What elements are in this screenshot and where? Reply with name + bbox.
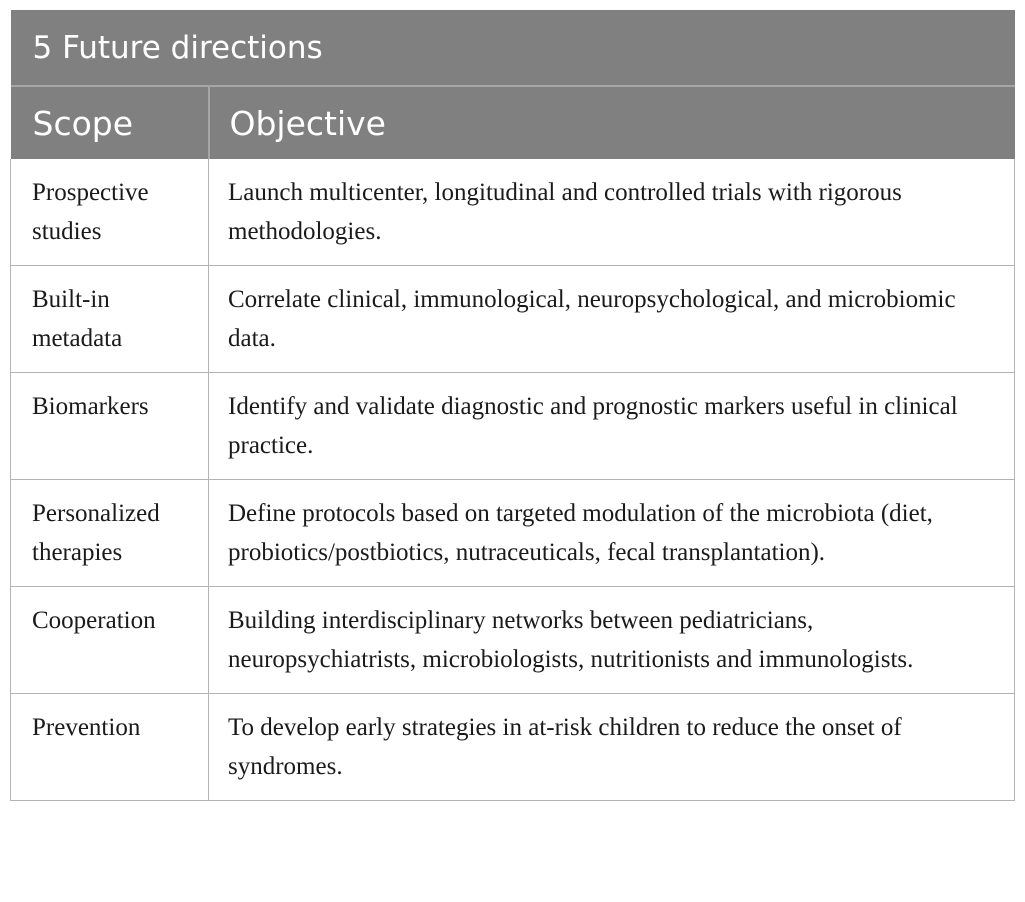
scope-cell: Prevention bbox=[11, 694, 209, 801]
table-row bbox=[11, 373, 1015, 480]
table-row bbox=[11, 587, 1015, 694]
table-header-row bbox=[11, 86, 1015, 159]
scope-column-header: Scope bbox=[11, 86, 209, 159]
objective-cell: Launch multicenter, longitudinal and controlled trials with rigorous methodologies. bbox=[209, 159, 1015, 266]
objective-cell: Building interdisciplinary networks between pediatricians, neuropsychiatrists, microbiologists, nutritionists and immunologists. bbox=[209, 587, 1015, 694]
scope-cell: Biomarkers bbox=[11, 373, 209, 480]
objective-cell: To develop early strategies in at-risk children to reduce the onset of syndromes. bbox=[209, 694, 1015, 801]
table-row bbox=[11, 480, 1015, 587]
objective-column-header: Objective bbox=[209, 86, 1015, 159]
scope-cell: Personalized therapies bbox=[11, 480, 209, 587]
table-title-row bbox=[11, 10, 1015, 86]
table-title: 5 Future directions bbox=[11, 10, 1015, 86]
objective-cell: Identify and validate diagnostic and prognostic markers useful in clinical practice. bbox=[209, 373, 1015, 480]
objective-cell: Define protocols based on targeted modulation of the microbiota (diet, probiotics/postbiotics, nutraceuticals, fecal transplantation). bbox=[209, 480, 1015, 587]
scope-cell: Cooperation bbox=[11, 587, 209, 694]
objective-cell: Correlate clinical, immunological, neuropsychological, and microbiomic data. bbox=[209, 266, 1015, 373]
scope-cell: Built-in metadata bbox=[11, 266, 209, 373]
table-row bbox=[11, 266, 1015, 373]
table-row bbox=[11, 694, 1015, 801]
table-row bbox=[11, 159, 1015, 266]
scope-cell: Prospective studies bbox=[11, 159, 209, 266]
future-directions-table bbox=[10, 10, 1015, 801]
